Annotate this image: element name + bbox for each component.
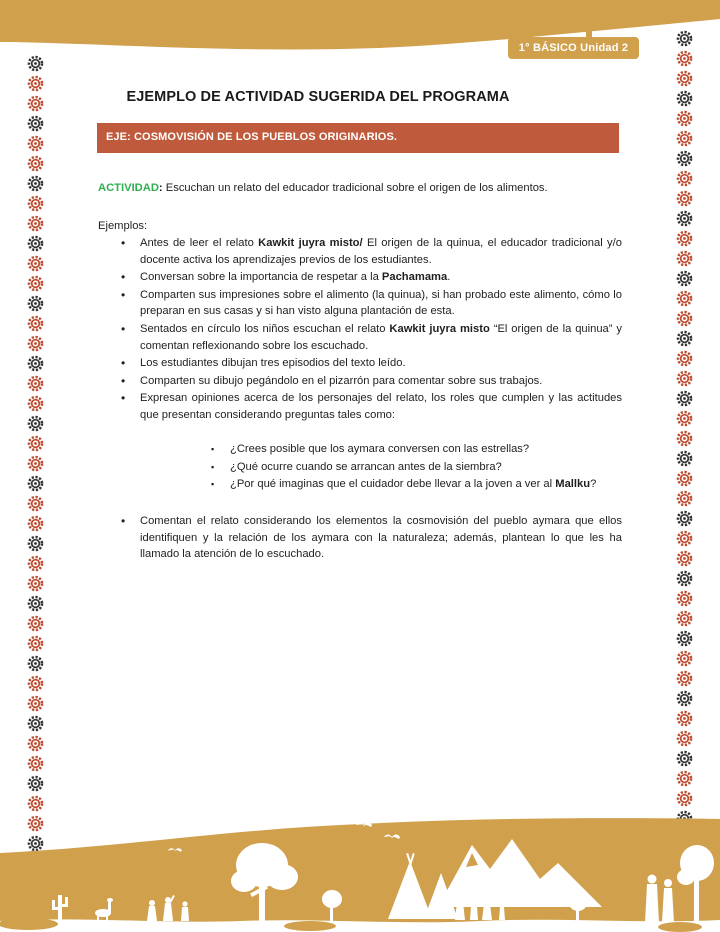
gear-rosette-icon xyxy=(676,570,693,587)
gear-rosette-icon xyxy=(676,710,693,727)
activity-colon: : xyxy=(158,182,163,194)
gear-rosette-icon xyxy=(676,590,693,607)
gear-rosette-icon xyxy=(676,470,693,487)
bullet-item: • Conversan sobre la importancia de respetar a la Pachamama. xyxy=(120,269,622,286)
bullet-item: • Comparten su dibujo pegándolo en el pizarrón para comentar sobre sus trabajos. xyxy=(120,373,622,390)
gear-rosette-icon xyxy=(27,435,44,452)
gear-rosette-icon xyxy=(27,675,44,692)
gear-rosette-icon xyxy=(676,130,693,147)
activity-text: Escuchan un relato del educador tradicional sobre el origen de los alimentos. xyxy=(162,182,548,194)
gear-rosette-icon xyxy=(27,735,44,752)
footer-illustration xyxy=(0,807,720,932)
eje-header-bar: EJE: COSMOVISIÓN DE LOS PUEBLOS ORIGINARIOS. xyxy=(97,123,619,153)
gear-rosette-icon xyxy=(676,450,693,467)
gear-rosette-icon xyxy=(27,655,44,672)
gear-rosette-icon xyxy=(27,295,44,312)
gear-rosette-icon xyxy=(676,210,693,227)
bullet-item: • Los estudiantes dibujan tres episodios del texto leído. xyxy=(120,355,622,372)
gear-rosette-icon xyxy=(27,95,44,112)
gear-rosette-icon xyxy=(27,55,44,72)
gear-rosette-icon xyxy=(676,770,693,787)
gear-rosette-icon xyxy=(27,615,44,632)
gear-rosette-icon xyxy=(676,510,693,527)
bullet-item: • Comparten sus impresiones sobre el alimento (la quinua), si han probado este alimento, cómo lo preparan en sus casas y si han visto alguna plantación de esta. xyxy=(120,287,622,320)
bullet-item: • Expresan opiniones acerca de los personajes del relato, los roles que cumplen y las actitudes que presentan considerando preguntas tales como: xyxy=(120,390,622,423)
bullet-item: ▪ ¿Por qué imaginas que el cuidador debe llevar a la joven a ver al Mallku? xyxy=(210,476,624,493)
gear-rosette-icon xyxy=(27,515,44,532)
gear-rosette-icon xyxy=(676,50,693,67)
gear-rosette-icon xyxy=(27,535,44,552)
gear-rosette-icon xyxy=(27,355,44,372)
gear-rosette-icon xyxy=(676,90,693,107)
gear-rosette-icon xyxy=(27,415,44,432)
gear-rosette-icon xyxy=(676,390,693,407)
gear-rosette-icon xyxy=(27,195,44,212)
gear-rosette-icon xyxy=(27,635,44,652)
gear-rosette-icon xyxy=(676,70,693,87)
gear-rosette-icon xyxy=(27,315,44,332)
gear-rosette-icon xyxy=(676,30,693,47)
activity-paragraph xyxy=(98,180,622,197)
gear-rosette-icon xyxy=(676,190,693,207)
gear-rosette-icon xyxy=(676,150,693,167)
bullet-item: ▪ ¿Qué ocurre cuando se arrancan antes de la siembra? xyxy=(210,459,624,476)
gear-rosette-icon xyxy=(27,475,44,492)
gear-rosette-icon xyxy=(27,455,44,472)
bullet-item: ▪ ¿Crees posible que los aymara conversen con las estrellas? xyxy=(210,441,624,458)
closing-bullet-list xyxy=(120,513,622,564)
gear-rosette-icon xyxy=(27,375,44,392)
gear-rosette-icon xyxy=(27,775,44,792)
gear-rosette-icon xyxy=(27,395,44,412)
gear-rosette-icon xyxy=(27,755,44,772)
gear-rosette-icon xyxy=(676,630,693,647)
gear-rosette-icon xyxy=(676,750,693,767)
gear-rosette-icon xyxy=(676,170,693,187)
gear-rosette-icon xyxy=(27,695,44,712)
gear-rosette-icon xyxy=(676,330,693,347)
gear-rosette-icon xyxy=(27,135,44,152)
gear-rosette-icon xyxy=(676,250,693,267)
bullet-item: • Sentados en círculo los niños escuchan el relato Kawkit juyra misto “El origen de la quinua” y comentan reflexionando sobre los escuchado. xyxy=(120,321,622,354)
gear-rosette-icon xyxy=(27,575,44,592)
gear-rosette-icon xyxy=(676,290,693,307)
page-title: EJEMPLO DE ACTIVIDAD SUGERIDA DEL PROGRAMA xyxy=(126,89,510,105)
gear-rosette-icon xyxy=(27,75,44,92)
examples-label: Ejemplos: xyxy=(98,220,148,232)
bullet-item: • Comentan el relato considerando los elementos la cosmovisión del pueblo aymara que ellos identifiquen y la relación de los aymara con la naturaleza; además, plantean lo que les ha llamado la atención de lo escuchado. xyxy=(120,513,622,563)
question-list xyxy=(210,441,624,494)
gear-rosette-icon xyxy=(676,370,693,387)
gear-rosette-icon xyxy=(27,255,44,272)
gear-rosette-icon xyxy=(676,610,693,627)
gear-rosette-icon xyxy=(676,310,693,327)
gear-rosette-icon xyxy=(27,115,44,132)
bullet-list xyxy=(120,235,622,425)
gear-rosette-icon xyxy=(27,715,44,732)
gear-rosette-icon xyxy=(676,430,693,447)
bullet-item: • Antes de leer el relato Kawkit juyra misto/ El origen de la quinua, el educador tradicional y/o docente activa los aprendizajes previos de los estudiantes. xyxy=(120,235,622,268)
gear-rosette-icon xyxy=(676,790,693,807)
gear-rosette-icon xyxy=(27,335,44,352)
gear-rosette-icon xyxy=(27,215,44,232)
gear-rosette-icon xyxy=(27,555,44,572)
gear-rosette-icon xyxy=(27,595,44,612)
activity-label: ACTIVIDAD xyxy=(98,182,159,194)
gear-rosette-icon xyxy=(676,270,693,287)
gear-rosette-icon xyxy=(676,230,693,247)
gear-rosette-icon xyxy=(676,410,693,427)
gear-rosette-icon xyxy=(676,550,693,567)
gear-rosette-icon xyxy=(27,495,44,512)
gear-rosette-icon xyxy=(676,530,693,547)
gear-rosette-icon xyxy=(27,175,44,192)
gear-rosette-icon xyxy=(27,155,44,172)
gear-rosette-icon xyxy=(676,650,693,667)
gear-rosette-icon xyxy=(676,670,693,687)
right-border-pattern xyxy=(676,30,693,827)
gear-rosette-icon xyxy=(676,730,693,747)
left-border-pattern xyxy=(27,55,44,852)
gear-rosette-icon xyxy=(676,350,693,367)
unit-badge: 1° BÁSICO Unidad 2 xyxy=(508,37,639,59)
gear-rosette-icon xyxy=(676,490,693,507)
gear-rosette-icon xyxy=(27,275,44,292)
gear-rosette-icon xyxy=(676,690,693,707)
gear-rosette-icon xyxy=(27,235,44,252)
gear-rosette-icon xyxy=(676,110,693,127)
